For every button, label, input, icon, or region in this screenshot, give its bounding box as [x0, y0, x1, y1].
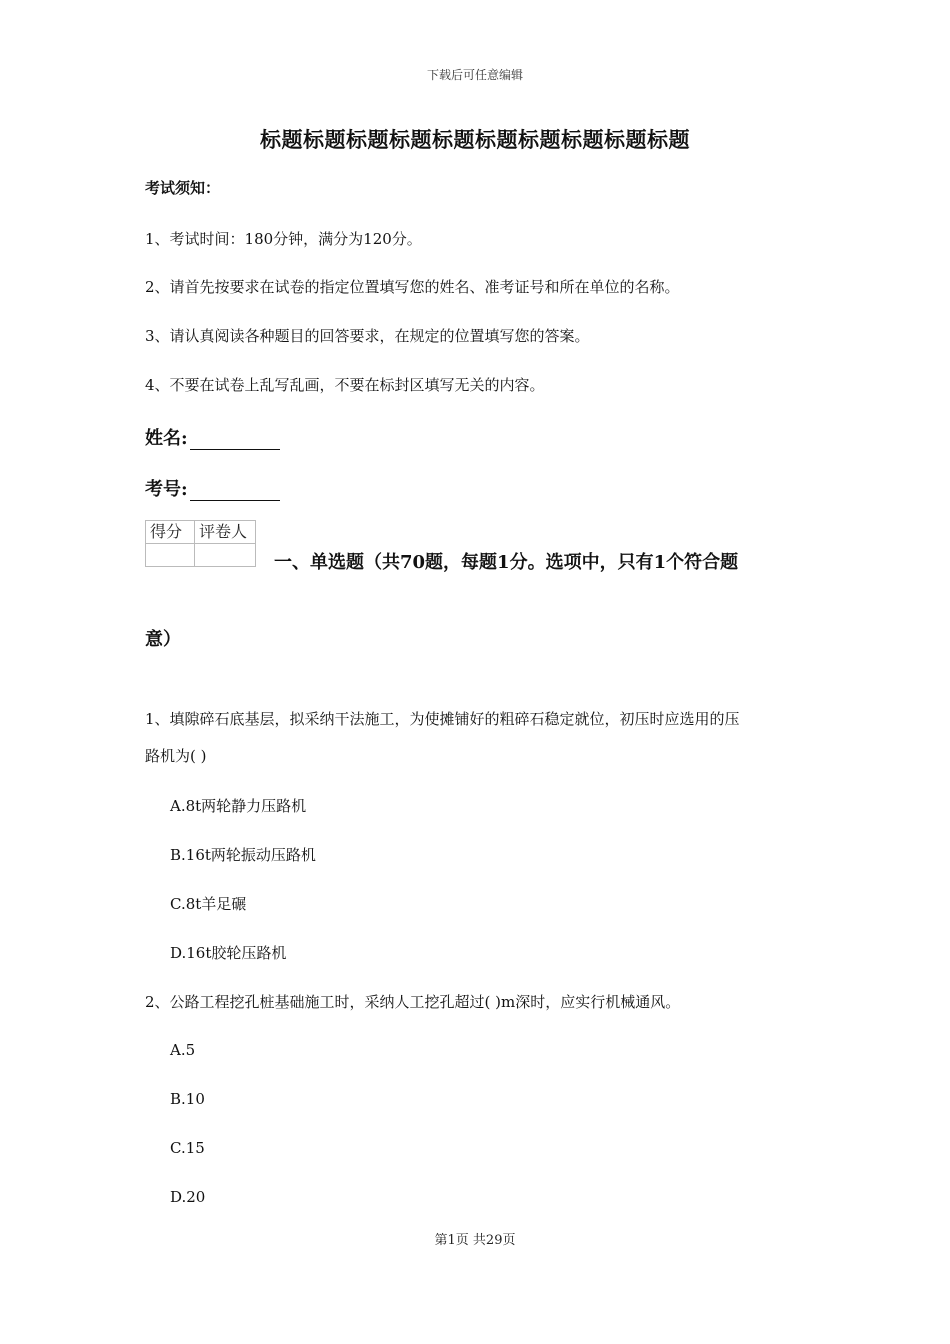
name-input-line[interactable] [190, 431, 280, 450]
question-option[interactable]: C.8t羊足碾 [170, 895, 247, 913]
grader-cell[interactable] [195, 544, 256, 567]
question-option[interactable]: A.8t两轮静力压路机 [170, 797, 307, 815]
question-option[interactable]: D.20 [170, 1188, 206, 1206]
question-option[interactable]: C.15 [170, 1139, 205, 1157]
question-option[interactable]: B.10 [170, 1090, 205, 1108]
question-option[interactable]: B.16t两轮振动压路机 [170, 846, 316, 864]
notice-item: 2、请首先按要求在试卷的指定位置填写您的姓名、准考证号和所在单位的名称。 [145, 278, 680, 296]
section-title-continued: 意） [145, 629, 181, 650]
question-text: 1、填隙碎石底基层，拟采纳干法施工，为使摊铺好的粗碎石稳定就位，初压时应选用的压 [145, 710, 740, 728]
notice-heading: 考试须知： [145, 179, 221, 197]
grader-header: 评卷人 [195, 521, 256, 544]
exam-number-label: 考号: [145, 479, 188, 500]
question-option[interactable]: A.5 [170, 1041, 196, 1059]
notice-item: 4、不要在试卷上乱写乱画，不要在标封区填写无关的内容。 [145, 376, 545, 394]
exam-number-input-line[interactable] [190, 482, 280, 501]
header-note: 下载后可任意编辑 [426, 68, 523, 82]
question-option[interactable]: D.16t胶轮压路机 [170, 944, 287, 962]
notice-item: 1、考试时间：180分钟，满分为120分。 [145, 230, 422, 248]
question-text-continued: 路机为( ) [145, 747, 207, 765]
page-footer: 第1页 共29页 [434, 1233, 516, 1248]
score-table [145, 520, 256, 567]
question-text: 2、公路工程挖孔桩基础施工时，采纳人工挖孔超过( )m深时，应实行机械通风。 [145, 993, 681, 1011]
name-label: 姓名: [145, 428, 188, 449]
notice-item: 3、请认真阅读各种题目的回答要求，在规定的位置填写您的答案。 [145, 327, 590, 345]
section-title: 一、单选题（共70题，每题1分。选项中，只有1个符合题 [274, 552, 739, 573]
page-title: 标题标题标题标题标题标题标题标题标题标题 [260, 127, 690, 152]
score-header: 得分 [146, 521, 195, 544]
name-field [145, 424, 280, 450]
score-cell[interactable] [146, 544, 195, 567]
exam-number-field [145, 475, 280, 501]
